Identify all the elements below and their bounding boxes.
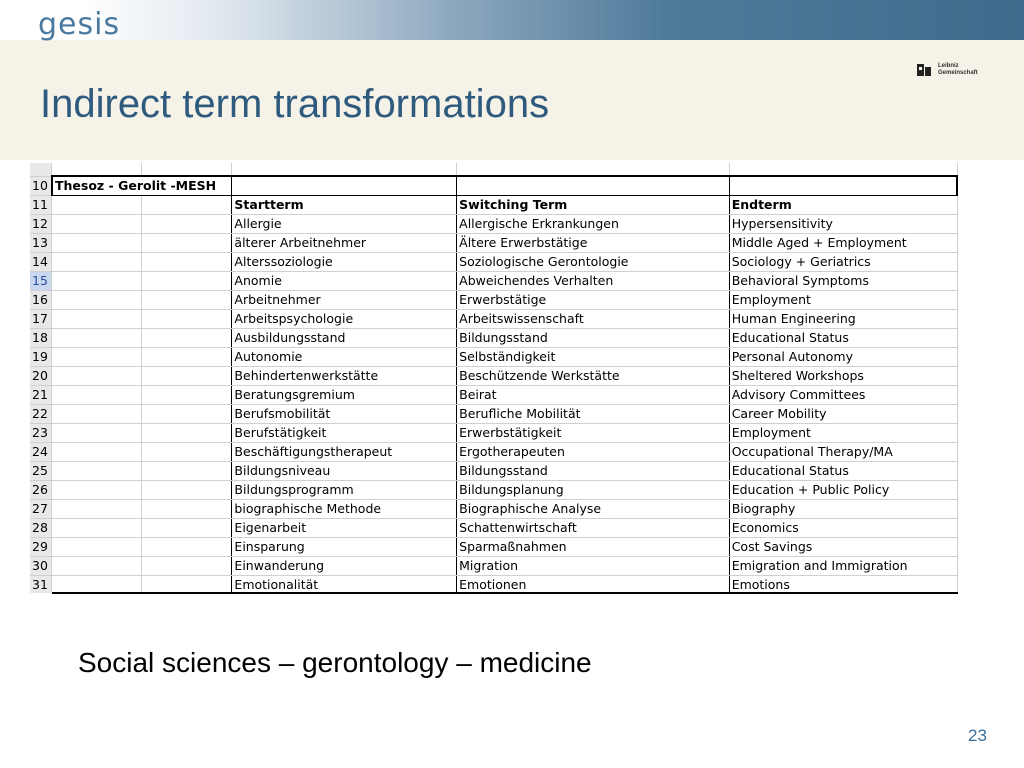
row-header[interactable]: 26: [30, 481, 52, 500]
caption-cell[interactable]: Thesoz - Gerolit -MESH: [52, 176, 232, 196]
cell[interactable]: [142, 253, 232, 272]
cell[interactable]: [142, 196, 232, 215]
switching-term-cell[interactable]: Ergotherapeuten: [457, 443, 730, 462]
leibniz-text-line2: Gemeinschaft: [938, 70, 978, 76]
cell[interactable]: [142, 215, 232, 234]
cell[interactable]: [52, 329, 142, 348]
switching-term-cell[interactable]: Berufliche Mobilität: [457, 405, 730, 424]
switching-term-cell[interactable]: Selbständigkeit: [457, 348, 730, 367]
table-row: [30, 481, 957, 500]
table-row: [30, 557, 957, 576]
endterm-cell[interactable]: Human Engineering: [729, 310, 957, 329]
cell[interactable]: [52, 405, 142, 424]
endterm-cell[interactable]: Sheltered Workshops: [729, 367, 957, 386]
row-header[interactable]: 22: [30, 405, 52, 424]
switching-term-cell[interactable]: Erwerbstätige: [457, 291, 730, 310]
switching-term-cell[interactable]: Arbeitswissenschaft: [457, 310, 730, 329]
cell[interactable]: [729, 176, 957, 196]
cell[interactable]: [142, 500, 232, 519]
cell[interactable]: [52, 538, 142, 557]
top-gradient-bar: [0, 0, 1024, 40]
startterm-cell[interactable]: Einwanderung: [232, 557, 457, 576]
table-bottom-border: [52, 592, 958, 594]
cell[interactable]: [142, 481, 232, 500]
cell[interactable]: [52, 500, 142, 519]
row-header[interactable]: 10: [30, 176, 52, 196]
table-row: [30, 405, 957, 424]
startterm-cell[interactable]: Autonomie: [232, 348, 457, 367]
leibniz-text-line1: Leibniz: [938, 63, 959, 69]
cell[interactable]: [52, 386, 142, 405]
switching-term-cell[interactable]: Emotionen: [457, 576, 730, 594]
startterm-cell[interactable]: Alterssoziologie: [232, 253, 457, 272]
switching-term-header[interactable]: Switching Term: [457, 196, 730, 215]
startterm-cell[interactable]: Arbeitspsychologie: [232, 310, 457, 329]
table-row: [30, 386, 957, 405]
row-header[interactable]: 21: [30, 386, 52, 405]
slide-subtitle: Social sciences – gerontology – medicine: [78, 647, 592, 678]
table-row: [30, 538, 957, 557]
table-row: [30, 500, 957, 519]
spreadsheet-table: [30, 163, 958, 593]
cell[interactable]: [142, 538, 232, 557]
cell[interactable]: [142, 576, 232, 594]
endterm-cell[interactable]: Economics: [729, 519, 957, 538]
startterm-cell[interactable]: Bildungsprogramm: [232, 481, 457, 500]
table-row: [30, 272, 957, 291]
endterm-cell[interactable]: Hypersensitivity: [729, 215, 957, 234]
cell[interactable]: [142, 367, 232, 386]
cell[interactable]: [142, 310, 232, 329]
cell[interactable]: [52, 443, 142, 462]
table-row: [30, 234, 957, 253]
row-header[interactable]: 24: [30, 443, 52, 462]
table-row: [30, 348, 957, 367]
cell[interactable]: [52, 348, 142, 367]
leibniz-mark-icon: [916, 62, 934, 78]
slide-title: Indirect term transformations: [40, 82, 550, 126]
table-row: [30, 462, 957, 481]
startterm-cell[interactable]: Behindertenwerkstätte: [232, 367, 457, 386]
spreadsheet-excerpt: [30, 163, 958, 593]
cell[interactable]: [52, 576, 142, 594]
cell[interactable]: [52, 234, 142, 253]
row-header[interactable]: 23: [30, 424, 52, 443]
cell[interactable]: [142, 291, 232, 310]
cell[interactable]: [232, 176, 457, 196]
endterm-cell[interactable]: Sociology + Geriatrics: [729, 253, 957, 272]
startterm-cell[interactable]: Beratungsgremium: [232, 386, 457, 405]
endterm-cell[interactable]: Educational Status: [729, 462, 957, 481]
startterm-cell[interactable]: Eigenarbeit: [232, 519, 457, 538]
cell[interactable]: [52, 272, 142, 291]
endterm-cell[interactable]: Emotions: [729, 576, 957, 594]
table-row: [30, 310, 957, 329]
cell[interactable]: [142, 443, 232, 462]
partial-top-row: [30, 163, 957, 176]
column-header-row: [30, 196, 957, 215]
switching-term-cell[interactable]: Beirat: [457, 386, 730, 405]
row-header[interactable]: 20: [30, 367, 52, 386]
caption-row: [30, 176, 957, 196]
endterm-cell[interactable]: Occupational Therapy/MA: [729, 443, 957, 462]
row-header[interactable]: 28: [30, 519, 52, 538]
switching-term-cell[interactable]: Migration: [457, 557, 730, 576]
cell[interactable]: [142, 348, 232, 367]
leibniz-logo: [916, 62, 978, 78]
table-row: [30, 424, 957, 443]
startterm-cell[interactable]: Arbeitnehmer: [232, 291, 457, 310]
cell[interactable]: [142, 557, 232, 576]
cell[interactable]: [52, 424, 142, 443]
endterm-cell[interactable]: Advisory Committees: [729, 386, 957, 405]
table-row: [30, 215, 957, 234]
endterm-cell[interactable]: Career Mobility: [729, 405, 957, 424]
endterm-cell[interactable]: Emigration and Immigration: [729, 557, 957, 576]
cell[interactable]: [52, 557, 142, 576]
switching-term-cell[interactable]: Bildungsstand: [457, 462, 730, 481]
cell[interactable]: [52, 519, 142, 538]
startterm-cell[interactable]: Anomie: [232, 272, 457, 291]
endterm-cell[interactable]: Cost Savings: [729, 538, 957, 557]
cell[interactable]: [142, 405, 232, 424]
startterm-header[interactable]: Startterm: [232, 196, 457, 215]
cell[interactable]: [52, 481, 142, 500]
table-row: [30, 367, 957, 386]
row-header[interactable]: 25: [30, 462, 52, 481]
endterm-header[interactable]: Endterm: [729, 196, 957, 215]
startterm-cell[interactable]: Bildungsniveau: [232, 462, 457, 481]
endterm-cell[interactable]: Education + Public Policy: [729, 481, 957, 500]
cell[interactable]: [142, 462, 232, 481]
cell[interactable]: [457, 176, 730, 196]
cell[interactable]: [142, 272, 232, 291]
endterm-cell[interactable]: Middle Aged + Employment: [729, 234, 957, 253]
row-header[interactable]: 11: [30, 196, 52, 215]
endterm-cell[interactable]: Employment: [729, 291, 957, 310]
startterm-cell[interactable]: Berufstätigkeit: [232, 424, 457, 443]
table-row: [30, 329, 957, 348]
switching-term-cell[interactable]: Soziologische Gerontologie: [457, 253, 730, 272]
cell[interactable]: [142, 519, 232, 538]
row-header[interactable]: 15: [30, 272, 52, 291]
startterm-cell[interactable]: biographische Methode: [232, 500, 457, 519]
row-header[interactable]: 31: [30, 576, 52, 594]
switching-term-cell[interactable]: Abweichendes Verhalten: [457, 272, 730, 291]
row-header[interactable]: 19: [30, 348, 52, 367]
row-header[interactable]: 13: [30, 234, 52, 253]
row-header[interactable]: 17: [30, 310, 52, 329]
switching-term-cell[interactable]: Bildungsplanung: [457, 481, 730, 500]
startterm-cell[interactable]: Einsparung: [232, 538, 457, 557]
gesis-logo: gesis: [38, 7, 121, 42]
switching-term-cell[interactable]: Bildungsstand: [457, 329, 730, 348]
cell[interactable]: [52, 196, 142, 215]
cell[interactable]: [52, 310, 142, 329]
switching-term-cell[interactable]: Biographische Analyse: [457, 500, 730, 519]
row-header[interactable]: 18: [30, 329, 52, 348]
row-header[interactable]: 12: [30, 215, 52, 234]
endterm-cell[interactable]: Educational Status: [729, 329, 957, 348]
switching-term-cell[interactable]: Beschützende Werkstätte: [457, 367, 730, 386]
startterm-cell[interactable]: Allergie: [232, 215, 457, 234]
table-row: [30, 519, 957, 538]
startterm-cell[interactable]: älterer Arbeitnehmer: [232, 234, 457, 253]
table-row: [30, 576, 957, 594]
switching-term-cell[interactable]: Allergische Erkrankungen: [457, 215, 730, 234]
endterm-cell[interactable]: Personal Autonomy: [729, 348, 957, 367]
table-row: [30, 253, 957, 272]
row-header[interactable]: 29: [30, 538, 52, 557]
endterm-cell[interactable]: Behavioral Symptoms: [729, 272, 957, 291]
row-header[interactable]: 27: [30, 500, 52, 519]
row-header[interactable]: 14: [30, 253, 52, 272]
row-header[interactable]: 30: [30, 557, 52, 576]
startterm-cell[interactable]: Beschäftigungstherapeut: [232, 443, 457, 462]
endterm-cell[interactable]: Employment: [729, 424, 957, 443]
endterm-cell[interactable]: Biography: [729, 500, 957, 519]
cell[interactable]: [52, 367, 142, 386]
cell[interactable]: [142, 386, 232, 405]
table-row: [30, 291, 957, 310]
switching-term-cell[interactable]: Erwerbstätigkeit: [457, 424, 730, 443]
cell[interactable]: [142, 424, 232, 443]
startterm-cell[interactable]: Emotionalität: [232, 576, 457, 594]
switching-term-cell[interactable]: Schattenwirtschaft: [457, 519, 730, 538]
startterm-cell[interactable]: Ausbildungsstand: [232, 329, 457, 348]
page-number: 23: [968, 726, 987, 745]
table-row: [30, 443, 957, 462]
cell[interactable]: [52, 215, 142, 234]
switching-term-cell[interactable]: Sparmaßnahmen: [457, 538, 730, 557]
cell[interactable]: [52, 462, 142, 481]
switching-term-cell[interactable]: Ältere Erwerbstätige: [457, 234, 730, 253]
startterm-cell[interactable]: Berufsmobilität: [232, 405, 457, 424]
cell[interactable]: [142, 329, 232, 348]
cell[interactable]: [52, 291, 142, 310]
cell[interactable]: [142, 234, 232, 253]
cell[interactable]: [52, 253, 142, 272]
row-header[interactable]: 16: [30, 291, 52, 310]
